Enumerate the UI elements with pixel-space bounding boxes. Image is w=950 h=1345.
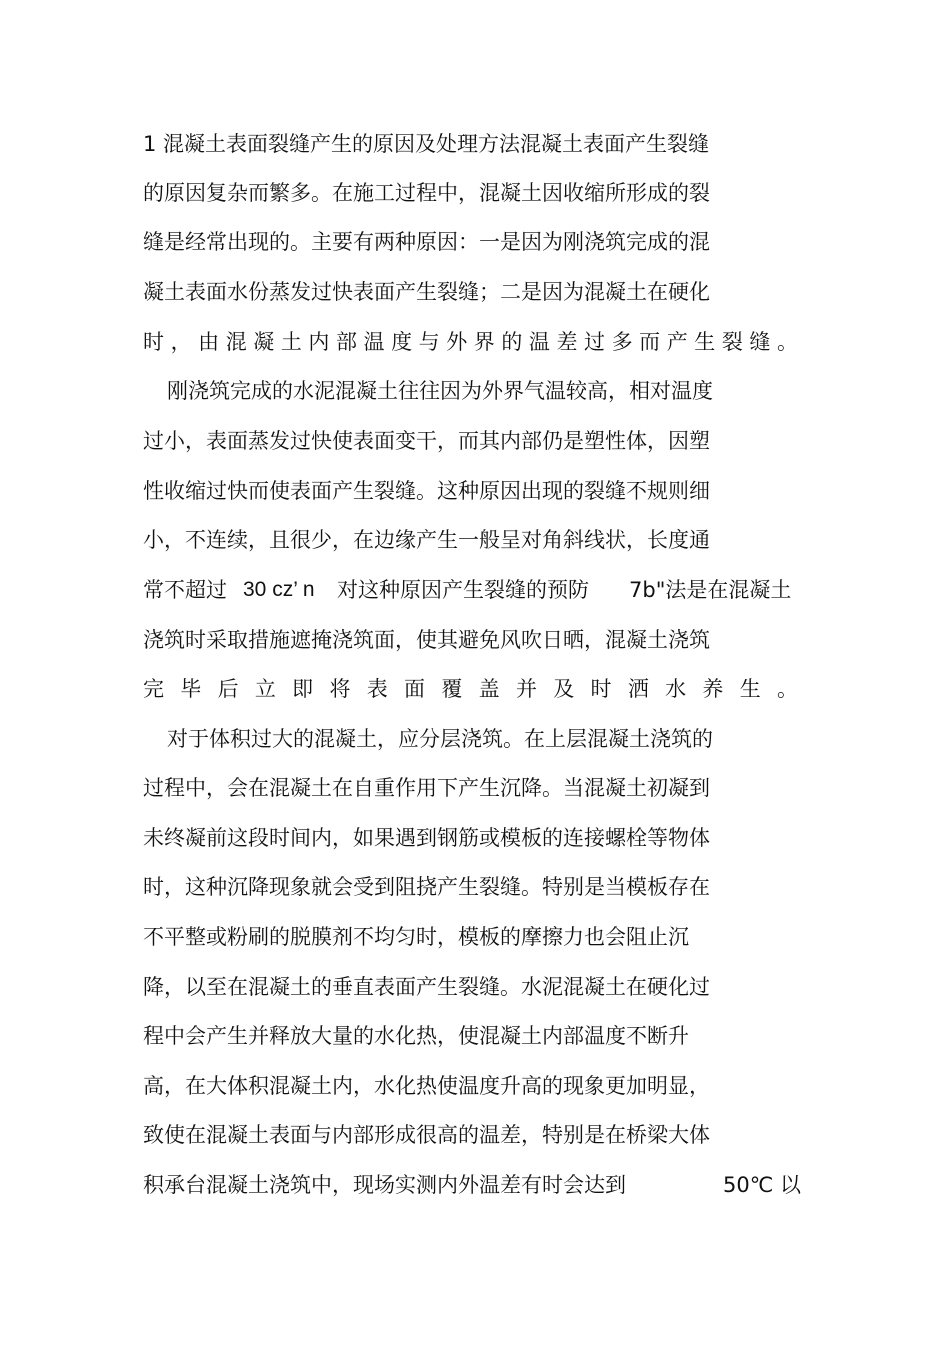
paragraph-line: 1 混凝土表面裂缝产生的原因及处理方法混凝土表面产生裂缝 <box>143 132 710 156</box>
paragraph-line: 过小，表面蒸发过快使表面变干，而其内部仍是塑性体，因塑 <box>143 429 710 453</box>
text-fragment: 50℃ 以 <box>723 1173 801 1197</box>
text-fragment: 对这种原因产生裂缝的预防 <box>337 578 589 602</box>
paragraph-line-mixed <box>143 1170 808 1200</box>
paragraph-line: 未终凝前这段时间内，如果遇到钢筋或模板的连接螺栓等物体 <box>143 826 710 850</box>
paragraph-line: 对于体积过大的混凝土，应分层浇筑。在上层混凝土浇筑的 <box>167 727 713 751</box>
paragraph-line: 过程中，会在混凝土在自重作用下产生沉降。当混凝土初凝到 <box>143 776 710 800</box>
text-fragment: 常不超过 <box>143 578 227 602</box>
paragraph-line: 致使在混凝土表面与内部形成很高的温差，特别是在桥梁大体 <box>143 1123 710 1147</box>
paragraph-line: 凝土表面水份蒸发过快表面产生裂缝；二是因为混凝土在硬化 <box>143 280 710 304</box>
paragraph-line: 降，以至在混凝土的垂直表面产生裂缝。水泥混凝土在硬化过 <box>143 975 710 999</box>
paragraph-line: 性收缩过快而使表面产生裂缝。这种原因出现的裂缝不规则细 <box>143 479 710 503</box>
paragraph-line: 时，这种沉降现象就会受到阻挠产生裂缝。特别是当模板存在 <box>143 875 710 899</box>
paragraph-line: 时，由混凝土内部温度与外界的温差过多而产生裂缝。 <box>143 330 798 354</box>
paragraph-line: 不平整或粉刷的脱膜剂不均匀时，模板的摩擦力也会阻止沉 <box>143 925 689 949</box>
paragraph-line-mixed <box>143 575 803 605</box>
paragraph-line: 的原因复杂而繁多。在施工过程中，混凝土因收缩所形成的裂 <box>143 181 710 205</box>
text-fragment: 30 cz’ n <box>243 578 315 601</box>
paragraph-line: 缝是经常出现的。主要有两种原因：一是因为刚浇筑完成的混 <box>143 230 710 254</box>
text-fragment: 积承台混凝土浇筑中，现场实测内外温差有时会达到 <box>143 1173 626 1197</box>
text-fragment: 7b"法是在混凝土 <box>629 578 792 602</box>
paragraph-line: 小，不连续，且很少，在边缘产生一般呈对角斜线状，长度通 <box>143 528 710 552</box>
paragraph-line: 高，在大体积混凝土内，水化热使温度升高的现象更加明显， <box>143 1074 710 1098</box>
paragraph-line: 程中会产生并释放大量的水化热，使混凝土内部温度不断升 <box>143 1024 689 1048</box>
paragraph-line: 刚浇筑完成的水泥混凝土往往因为外界气温较高，相对温度 <box>167 379 713 403</box>
paragraph-line: 完毕后立即将表面覆盖并及时洒水养生。 <box>143 677 798 701</box>
paragraph-line: 浇筑时采取措施遮掩浇筑面，使其避免风吹日晒，混凝土浇筑 <box>143 628 710 652</box>
